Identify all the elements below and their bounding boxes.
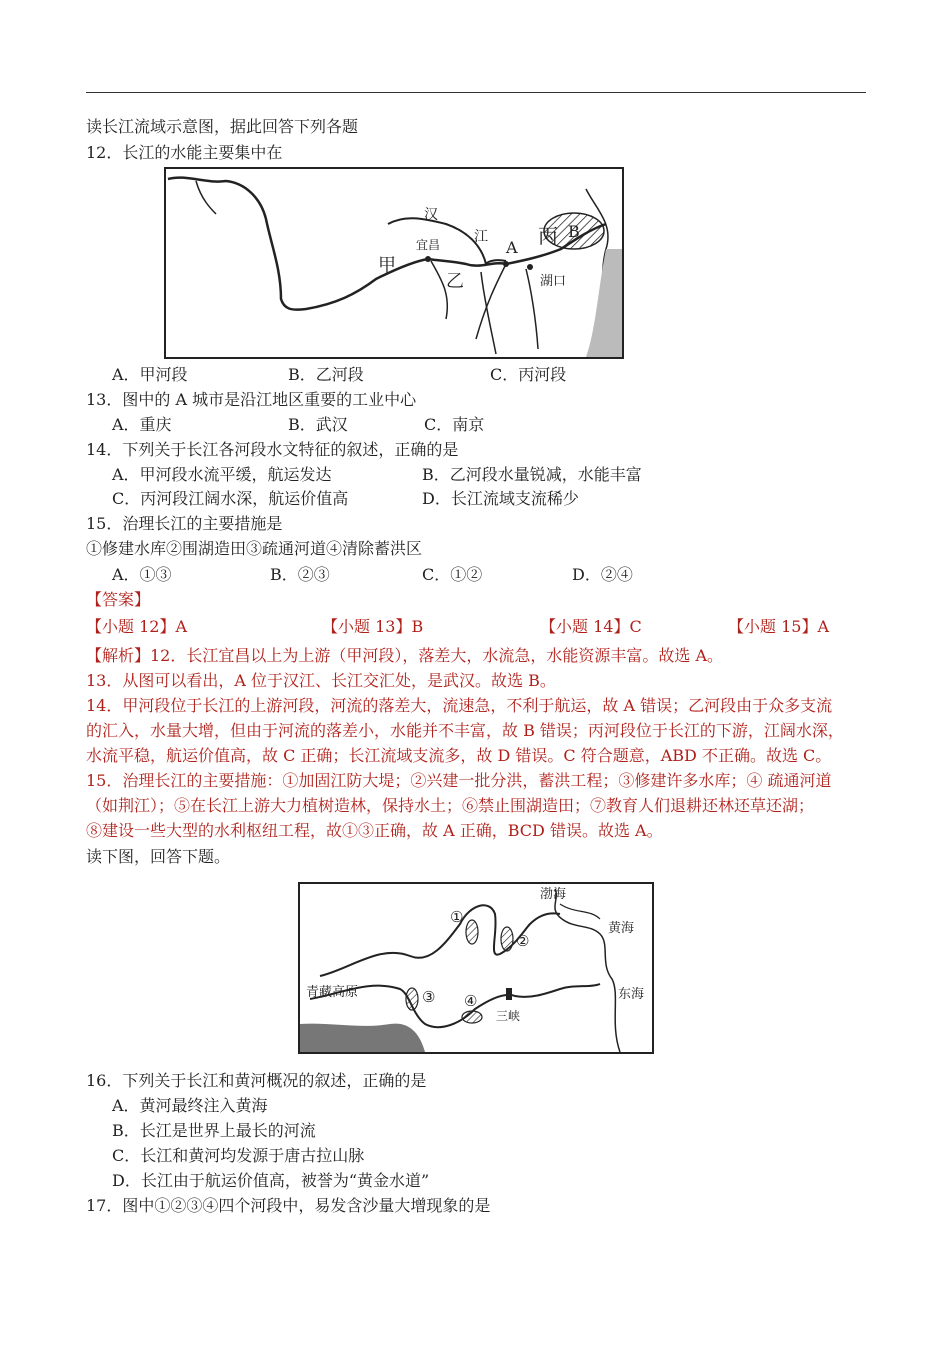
han-river xyxy=(388,218,506,264)
q14-option-c: C．丙河段江阔水深，航运价值高 xyxy=(112,489,349,508)
q15-option-d: D．②④ xyxy=(572,565,633,584)
analysis-line-4: 的汇入，水量大增，但由于河流的落差小，水能并不丰富，故 B 错误；丙河段位于长江的下游，江阔水深， xyxy=(86,721,844,740)
yellow-yangtze-map xyxy=(298,882,654,1054)
top-rule xyxy=(86,92,866,93)
label-han: 汉 xyxy=(424,207,438,223)
q15-option-c: C．①② xyxy=(422,565,483,584)
analysis-line-5: 水流平稳，航运价值高，故 C 正确；长江流域支流多，故 D 错误。C 符合题意，ABD 不正确。故选 C。 xyxy=(86,746,832,765)
label-yichang: 宜昌 xyxy=(416,238,441,252)
analysis-line-7: （如荆江）；⑤在长江上游大力植树造林，保持水土；⑥禁止围湖造田；⑦教育人们退耕还林还草还湖； xyxy=(86,796,815,815)
q16-option-d: D．长江由于航运价值高，被誉为“黄金水道” xyxy=(112,1171,430,1190)
question-12-stem: 12．长江的水能主要集中在 xyxy=(86,143,283,162)
analysis-line-6: 15．治理长江的主要措施：①加固江防大堤；②兴建一批分洪，蓄洪工程；③修建许多水库；④ 疏通河道 xyxy=(86,771,832,790)
yangtze-basin-map xyxy=(164,167,624,359)
label-circle-3: ③ xyxy=(422,988,436,1006)
answer-12: 【小题 12】A xyxy=(86,617,188,636)
question-14-stem: 14．下列关于长江各河段水文特征的叙述，正确的是 xyxy=(86,440,459,459)
label-jia: 甲 xyxy=(378,255,396,276)
q13-option-b: B．武汉 xyxy=(288,415,348,434)
answer-15: 【小题 15】A xyxy=(728,617,830,636)
label-a: A xyxy=(506,238,518,257)
label-b: B xyxy=(568,222,580,241)
q13-option-a: A．重庆 xyxy=(112,415,172,434)
label-qingzang: 青藏高原 xyxy=(306,985,359,1000)
q13-option-c: C．南京 xyxy=(424,415,485,434)
analysis-line-2: 13．从图可以看出，A 位于汉江、长江交汇处，是武汉。故选 B。 xyxy=(86,671,556,690)
intro-text-1: 读长江流域示意图，据此回答下列各题 xyxy=(86,117,359,136)
label-jiang: 江 xyxy=(474,229,488,245)
q15-option-a: A．①③ xyxy=(112,565,172,584)
label-circle-1: ① xyxy=(450,908,464,926)
question-16-stem: 16．下列关于长江和黄河概况的叙述，正确的是 xyxy=(86,1071,427,1090)
answer-header: 【答案】 xyxy=(86,590,151,609)
q12-option-a: A．甲河段 xyxy=(112,365,188,384)
analysis-line-3: 14．甲河段位于长江的上游河段，河流的落差大，流速急，不利于航运，故 A 错误；乙河段由于众多支流 xyxy=(86,696,833,715)
q14-option-d: D．长江流域支流稀少 xyxy=(422,489,579,508)
q14-option-a: A．甲河段水流平缓，航运发达 xyxy=(112,465,332,484)
question-17-stem: 17．图中①②③④四个河段中，易发含沙量大增现象的是 xyxy=(86,1196,491,1215)
answer-13: 【小题 13】B xyxy=(322,617,424,636)
analysis-line-8: ⑧建设一些大型的水利枢纽工程，故①③正确，故 A 正确，BCD 错误。故选 A。 xyxy=(86,821,663,840)
label-bing: 丙 xyxy=(538,224,558,248)
label-circle-2: ② xyxy=(516,932,530,950)
label-donghai: 东海 xyxy=(618,987,645,1002)
q14-option-b: B．乙河段水量锐减，水能丰富 xyxy=(422,465,642,484)
q12-option-b: B．乙河段 xyxy=(288,365,364,384)
q16-option-b: B．长江是世界上最长的河流 xyxy=(112,1121,316,1140)
q16-option-a: A．黄河最终注入黄海 xyxy=(112,1096,268,1115)
question-15-items: ①修建水库②围湖造田③疏通河道④清除蓄洪区 xyxy=(86,539,423,558)
q15-option-b: B．②③ xyxy=(270,565,330,584)
q12-option-c: C．丙河段 xyxy=(490,365,567,384)
label-hukou: 湖口 xyxy=(540,274,567,289)
label-sanxia: 三峡 xyxy=(496,1009,521,1023)
q16-option-c: C．长江和黄河均发源于唐古拉山脉 xyxy=(112,1146,365,1165)
label-bohai: 渤海 xyxy=(540,887,567,902)
label-huanghai: 黄海 xyxy=(608,921,635,936)
label-yi: 乙 xyxy=(446,271,464,292)
analysis-line-1: 【解析】12．长江宜昌以上为上游（甲河段），落差大，水流急，水能资源丰富。故选 A。 xyxy=(86,646,724,665)
question-15-stem: 15．治理长江的主要措施是 xyxy=(86,514,283,533)
intro-text-2: 读下图，回答下题。 xyxy=(86,847,231,866)
label-circle-4: ④ xyxy=(464,992,478,1010)
question-13-stem: 13．图中的 A 城市是沿江地区重要的工业中心 xyxy=(86,390,417,409)
answer-14: 【小题 14】C xyxy=(540,617,642,636)
